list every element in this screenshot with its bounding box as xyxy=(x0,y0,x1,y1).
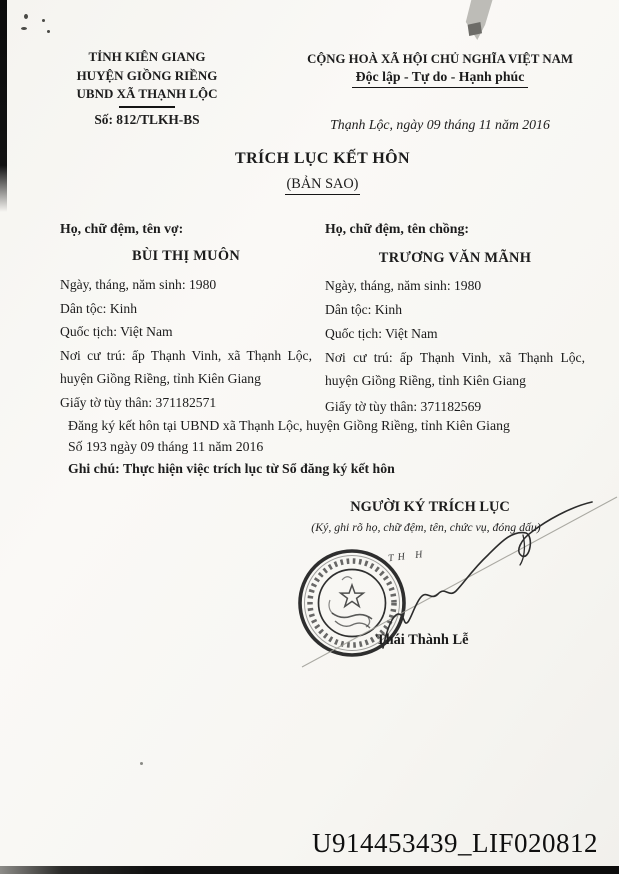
scan-speck xyxy=(24,14,28,19)
husband-residence: Nơi cư trú: ấp Thạnh Vinh, xã Thạnh Lộc, huyện Giồng Riềng, tỉnh Kiên Giang xyxy=(325,350,585,388)
wife-id-document: Giấy tờ tùy thân: 371182571 xyxy=(60,395,217,410)
handwritten-note: TH H xyxy=(387,548,428,565)
wife-ethnicity: Dân tộc: Kinh xyxy=(60,301,138,316)
husband-name: TRƯƠNG VĂN MÃNH xyxy=(378,250,532,266)
scan-edge-artifact-left xyxy=(0,0,7,212)
wife-nationality: Quốc tịch: Việt Nam xyxy=(60,324,173,339)
document-number: Số: 812/TLKH-BS xyxy=(94,112,200,127)
national-header-block xyxy=(288,52,592,88)
wife-section-label: Họ, chữ đệm, tên vợ: xyxy=(60,221,184,236)
signature-instruction: (Ký, ghi rõ họ, chữ đệm, tên, chức vụ, đóng dấu) xyxy=(311,520,541,534)
copy-label: (BẢN SAO) xyxy=(285,176,361,195)
country-title: CỘNG HOÀ XÃ HỘI CHỦ NGHĨA VIỆT NAM xyxy=(307,52,573,66)
scan-speck xyxy=(42,19,45,22)
district-name: HUYỆN GIỒNG RIỀNG xyxy=(76,67,218,83)
province-name: TỈNH KIÊN GIANG xyxy=(88,49,206,64)
scan-speck xyxy=(47,30,50,33)
commune-name: UBND XÃ THẠNH LỘC xyxy=(76,86,218,101)
husband-id-document: Giấy tờ tùy thân: 371182569 xyxy=(325,399,482,414)
national-motto: Độc lập - Tự do - Hạnh phúc xyxy=(352,69,529,88)
document-subtitle xyxy=(170,176,475,195)
stamp-and-signature-graphic xyxy=(280,485,619,685)
husband-birth: Ngày, tháng, năm sinh: 1980 xyxy=(325,278,482,293)
registration-place: Đăng ký kết hôn tại UBND xã Thạnh Lộc, huyện Giồng Riềng, tỉnh Kiên Giang xyxy=(68,418,510,433)
husband-ethnicity: Dân tộc: Kinh xyxy=(325,302,403,317)
wife-residence: Nơi cư trú: ấp Thạnh Vinh, xã Thạnh Lộc, huyện Giồng Riềng, tỉnh Kiên Giang xyxy=(60,348,312,386)
handwritten-signature xyxy=(383,502,592,648)
scan-speck xyxy=(140,762,143,765)
registration-number-date: Số 193 ngày 09 tháng 11 năm 2016 xyxy=(68,439,264,454)
husband-nationality: Quốc tịch: Việt Nam xyxy=(325,326,438,341)
signature-block-title: NGƯỜI KÝ TRÍCH LỤC xyxy=(350,499,510,515)
issuing-authority-block xyxy=(52,48,242,104)
signature-flourish xyxy=(520,535,524,565)
header-left-divider xyxy=(119,106,175,108)
husband-section-label: Họ, chữ đệm, tên chồng: xyxy=(325,221,469,236)
scan-edge-artifact-bottom xyxy=(0,866,619,874)
wife-name: BÙI THỊ MUÔN xyxy=(131,248,241,264)
reference-code: U914453439_LIF020812 xyxy=(312,828,598,858)
place-date-line: Thạnh Lộc, ngày 09 tháng 11 năm 2016 xyxy=(330,117,550,132)
wife-birth: Ngày, tháng, năm sinh: 1980 xyxy=(60,277,217,292)
scan-speck xyxy=(21,27,27,30)
document-title: TRÍCH LỤC KẾT HÔN xyxy=(235,150,410,167)
registration-note: Ghi chú: Thực hiện việc trích lục từ Sổ đăng ký kết hôn xyxy=(68,461,395,476)
signer-name: Thái Thành Lễ xyxy=(376,632,469,648)
